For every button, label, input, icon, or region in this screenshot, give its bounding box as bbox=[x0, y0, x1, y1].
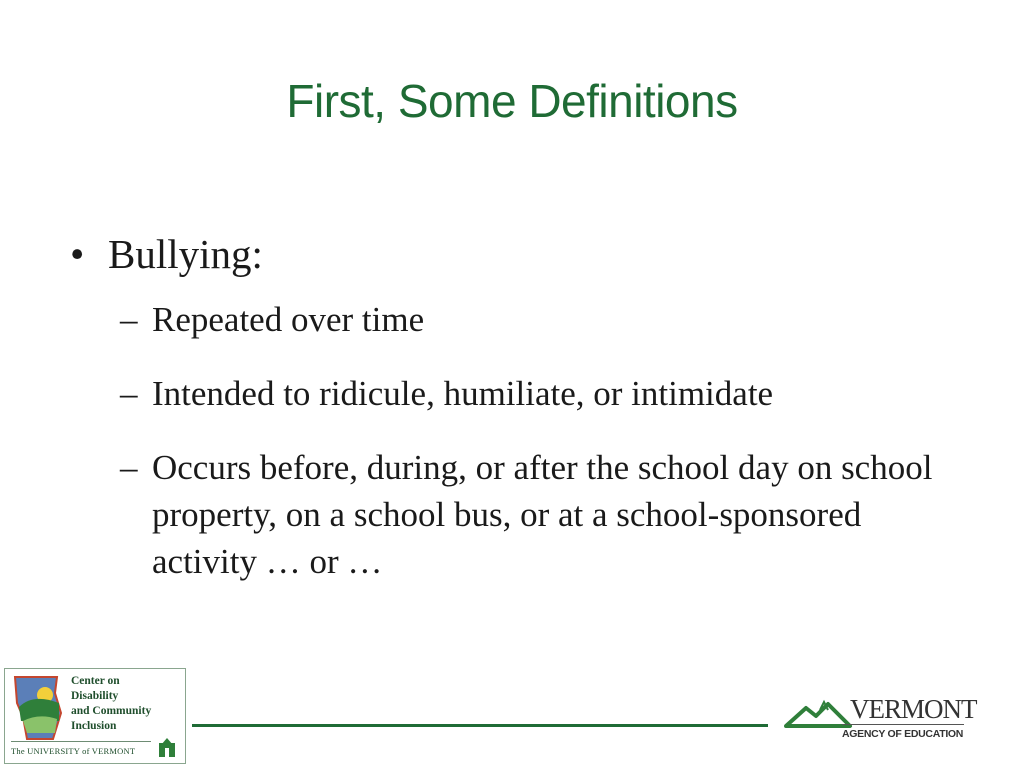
university-name: The UNIVERSITY of VERMONT bbox=[11, 746, 136, 756]
bullet-label: Bullying: bbox=[108, 231, 263, 277]
sub-item-text: Intended to ridicule, humiliate, or intimidate bbox=[152, 374, 774, 413]
sub-marker: – bbox=[120, 374, 138, 413]
sub-item bbox=[70, 296, 970, 343]
sub-marker: – bbox=[120, 448, 138, 487]
bullet-marker: • bbox=[70, 231, 85, 277]
footer-divider bbox=[192, 724, 768, 727]
sub-list bbox=[70, 296, 970, 585]
bullet-item bbox=[70, 226, 970, 282]
vermont-map-icon bbox=[9, 673, 69, 743]
sub-item-text: Occurs before, during, or after the school day on school property, on a school bus, or at a school-sponsored activity … or … bbox=[152, 448, 933, 581]
cdci-logo bbox=[4, 668, 186, 764]
cdci-line: and Community bbox=[71, 705, 152, 717]
cdci-line: Inclusion bbox=[71, 720, 117, 732]
cdci-line: Center on bbox=[71, 675, 120, 687]
sub-item bbox=[70, 370, 970, 417]
cdci-name bbox=[71, 674, 151, 734]
slide-body bbox=[70, 226, 970, 612]
vermont-wordmark: VERMONT bbox=[850, 694, 977, 724]
agency-name: AGENCY OF EDUCATION bbox=[842, 728, 964, 740]
divider bbox=[11, 741, 151, 742]
uvm-shield-icon bbox=[157, 737, 177, 759]
sub-marker: – bbox=[120, 300, 138, 339]
vermont-aoe-logo bbox=[784, 692, 977, 744]
slide-title: First, Some Definitions bbox=[286, 75, 738, 127]
mountain-icon bbox=[784, 698, 854, 730]
sub-item-text: Repeated over time bbox=[152, 300, 425, 339]
divider bbox=[842, 724, 964, 725]
sub-item bbox=[70, 444, 970, 585]
cdci-line: Disability bbox=[71, 690, 119, 702]
